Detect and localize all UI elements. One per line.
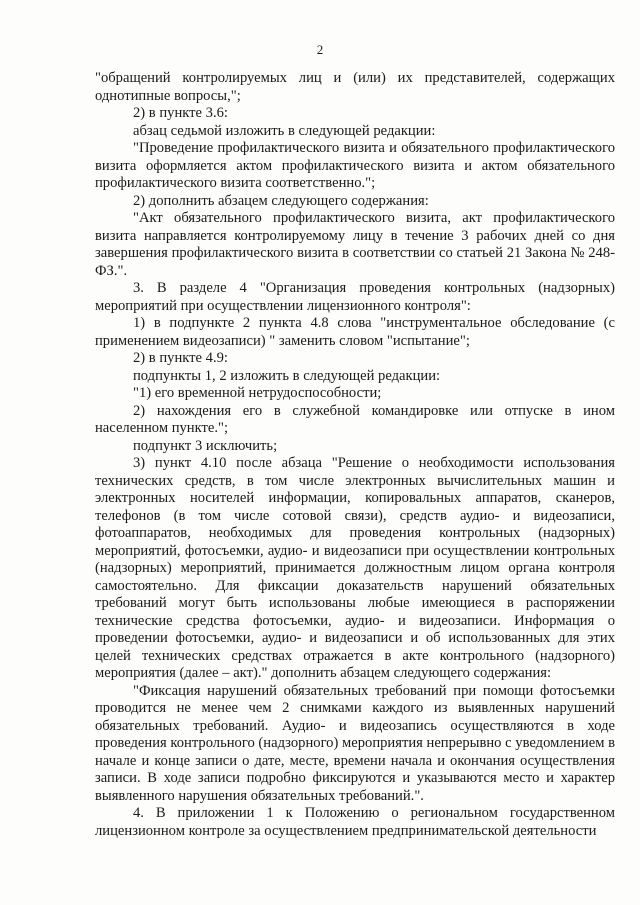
paragraph: подпункты 1, 2 изложить в следующей редакции: (133, 367, 441, 384)
paragraph: "Проведение профилактического визита и обязательного профилактического визита оформляется актом профилактического визита и актом обязательного профилактического визита соответственно."; (95, 140, 615, 191)
paragraph: 2) дополнить абзацем следующего содержания: (133, 192, 429, 209)
paragraph: абзац седьмой изложить в следующей редакции: (133, 122, 436, 139)
paragraph: 2) в пункте 4.9: (133, 350, 228, 366)
document-body (95, 70, 615, 840)
paragraph: подпункт 3 исключить; (133, 437, 278, 454)
paragraph: "Акт обязательного профилактического визита, акт профилактического визита направляется контролируемому лицу в течение 3 рабочих дней со дня завершения профилактического визита в соответствии со статьей 21 Закона № 248-ФЗ.". (95, 210, 615, 279)
paragraph: 2) в пункте 3.6: (133, 105, 228, 121)
paragraph: 1) в подпункте 2 пункта 4.8 слова "инструментальное обследование (с применением видеозаписи) " заменить словом "испытание"; (95, 315, 615, 349)
paragraph: "обращений контролируемых лиц и (или) их представителей, содержащих однотипные вопросы,"; (95, 70, 615, 104)
page-number: 2 (316, 42, 324, 57)
paragraph: 2) нахождения его в служебной командировке или отпуске в ином населенном пункте."; (95, 402, 615, 436)
paragraph: 3. В разделе 4 "Организация проведения контрольных (надзорных) мероприятий при осуществлении лицензионного контроля": (95, 280, 615, 314)
paragraph: "Фиксация нарушений обязательных требований при помощи фотосъемки проводится не менее чем 2 снимками каждого из выявленных нарушений обязательных требований. Аудио- и видеозапись осуществляются в ходе проведения контрольного (надзорного) мероприятия непрерывно с уведомлением в начале и конце записи о дате, месте, времени начала и окончания осуществления записи. В ходе записи подробно фиксируются и указываются место и характер выявленного нарушения обязательных требований.". (95, 682, 615, 804)
paragraph: "1) его временной нетрудоспособности; (133, 385, 382, 401)
paragraph: 3) пункт 4.10 после абзаца "Решение о необходимости использования технических средств, в том числе электронных вычислительных машин и электронных носителей информации, копировальных аппаратов, сканеров, телефонов (в том числе сотовой связи), средств аудио- и видеозаписи, фотоаппаратов, необходимых для проведения контрольных (надзорных) мероприятий, фотосъемки, аудио- и видеозаписи при осуществлении контрольных (надзорных) мероприятий, принимается должностным лицом органа контроля самостоятельно. Для фиксации доказательств нарушений обязательных требований могут быть использованы любые имеющиеся в распоряжении технические средства фотосъемки, аудио- и видеозаписи. Информация о проведении фотосъемки, аудио- и видеозаписи и об использованных для этих целей технических средствах отражается в акте контрольного (надзорного) мероприятия (далее – акт)." дополнить абзацем следующего содержания: (95, 455, 615, 681)
paragraph: 4. В приложении 1 к Положению о региональном государственном лицензионном контроле за осуществлением предпринимательской деятельности (95, 805, 615, 839)
